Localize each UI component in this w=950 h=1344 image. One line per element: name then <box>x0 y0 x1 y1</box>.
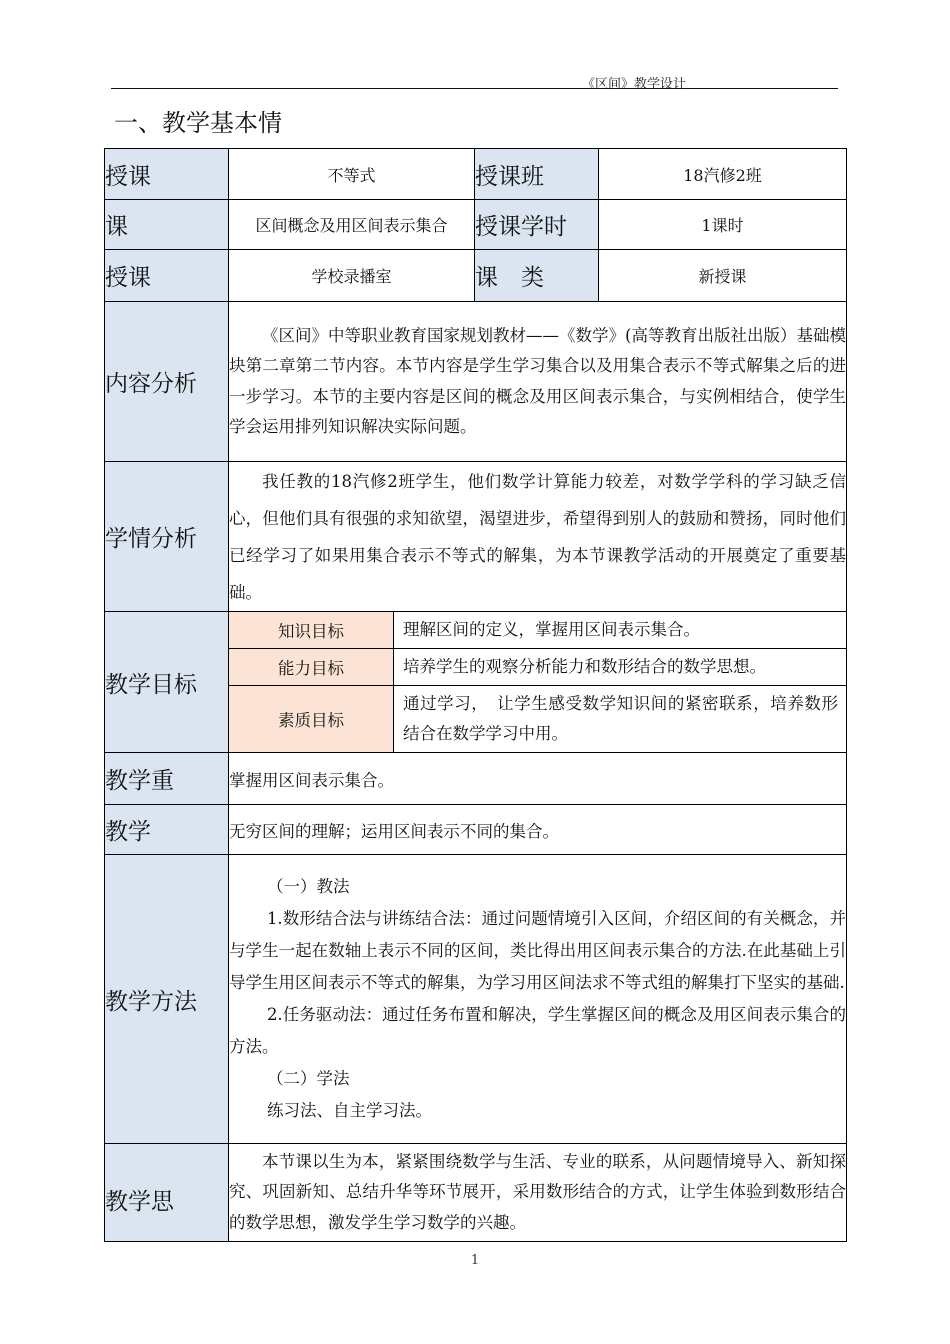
content-analysis-row <box>105 302 847 462</box>
header-rule <box>111 88 838 89</box>
methods-row <box>105 855 847 1144</box>
label-hours: 授课学时 <box>475 200 599 250</box>
objective-row <box>229 686 846 753</box>
objective-row <box>229 612 846 649</box>
lesson-plan-table <box>104 148 847 1242</box>
content-analysis-label: 内容分析 <box>105 302 229 462</box>
methods-item-1: 1.数形结合法与讲练结合法：通过问题情境引入区间，介绍区间的有关概念，并与学生一起在数轴上表示不同的区间，类比得出用区间表示集合的方法.在此基础上引导学生用区间表示不等式的解集，为学习用区间法求不等式组的解集打下坚实的基础. <box>229 909 846 992</box>
thinking-row <box>105 1144 847 1242</box>
student-analysis-text: 我任教的18汽修2班学生，他们数学计算能力较差，对数学学科的学习缺乏信心，但他们具有很强的求知欲望，渴望进步，希望得到别人的鼓励和赞扬，同时他们已经学习了如果用集合表示不等式的解集，为本节课教学活动的开展奠定了重要基础。 <box>229 471 846 602</box>
thinking-text: 本节课以生为本，紧紧围绕数学与生活、专业的联系，从问题情境导入、新知探究、巩固新知、总结升华等环节展开，采用数形结合的方式，让学生体验到数形结合的数学思想，激发学生学习数学的兴趣。 <box>229 1151 846 1232</box>
thinking-label: 教学思 <box>105 1144 229 1242</box>
methods-item-3: 练习法、自主学习法。 <box>266 1101 432 1120</box>
difficulties-label: 教学 <box>105 805 229 855</box>
content-analysis-text: 《区间》中等职业教育国家规划教材——《数学》(高等教育出版社出版）基础模块第二章第二节内容。本节内容是学生学习集合以及用集合表示不等式解集之后的进一步学习。本节的主要内容是区间的概念及用区间表示集合，与实例相结合，使学生学会运用排列知识解决实际问题。 <box>229 325 846 436</box>
value-course: 不等式 <box>229 149 475 200</box>
key-points-row <box>105 753 847 805</box>
value-lesson-type: 新授课 <box>599 250 847 302</box>
value-class: 18汽修2班 <box>599 149 847 200</box>
objective-name: 知识目标 <box>229 612 394 649</box>
methods-label: 教学方法 <box>105 855 229 1144</box>
student-analysis-label: 学情分析 <box>105 462 229 612</box>
objectives-label: 教学目标 <box>105 612 229 753</box>
objective-text: 通过学习， 让学生感受数学知识间的紧密联系，培养数形结合在数学学习中用。 <box>403 694 838 743</box>
label-topic: 课 <box>105 200 229 250</box>
label-course: 授课 <box>105 149 229 200</box>
objective-text: 培养学生的观察分析能力和数形结合的数学思想。 <box>394 649 847 686</box>
objective-name: 能力目标 <box>229 649 394 686</box>
objective-text: 理解区间的定义，掌握用区间表示集合。 <box>394 612 847 649</box>
value-topic: 区间概念及用区间表示集合 <box>229 200 475 250</box>
difficulties-text: 无穷区间的理解；运用区间表示不同的集合。 <box>229 805 847 855</box>
methods-heading-learning: （二）学法 <box>266 1069 350 1088</box>
key-points-label: 教学重 <box>105 753 229 805</box>
methods-item-2: 2.任务驱动法：通过任务布置和解决，学生掌握区间的概念及用区间表示集合的方法。 <box>229 1005 846 1056</box>
label-location: 授课 <box>105 250 229 302</box>
difficulties-row <box>105 805 847 855</box>
label-class: 授课班 <box>475 149 599 200</box>
methods-heading-teaching: （一）教法 <box>266 877 350 896</box>
value-hours: 1课时 <box>599 200 847 250</box>
info-row-3 <box>105 250 847 302</box>
objectives-row <box>105 612 847 753</box>
label-lesson-type: 课 类 <box>475 250 599 302</box>
info-row-2 <box>105 200 847 250</box>
value-location: 学校录播室 <box>229 250 475 302</box>
page-number: 1 <box>470 1253 480 1268</box>
student-analysis-row <box>105 462 847 612</box>
key-points-text: 掌握用区间表示集合。 <box>229 753 847 805</box>
document-header-title: 《区间》教学设计 <box>582 77 687 92</box>
objective-row <box>229 649 846 686</box>
objectives-table <box>229 612 846 752</box>
objective-name: 素质目标 <box>229 686 394 753</box>
info-row-1 <box>105 149 847 200</box>
section-title: 一、教学基本情 <box>114 109 282 137</box>
